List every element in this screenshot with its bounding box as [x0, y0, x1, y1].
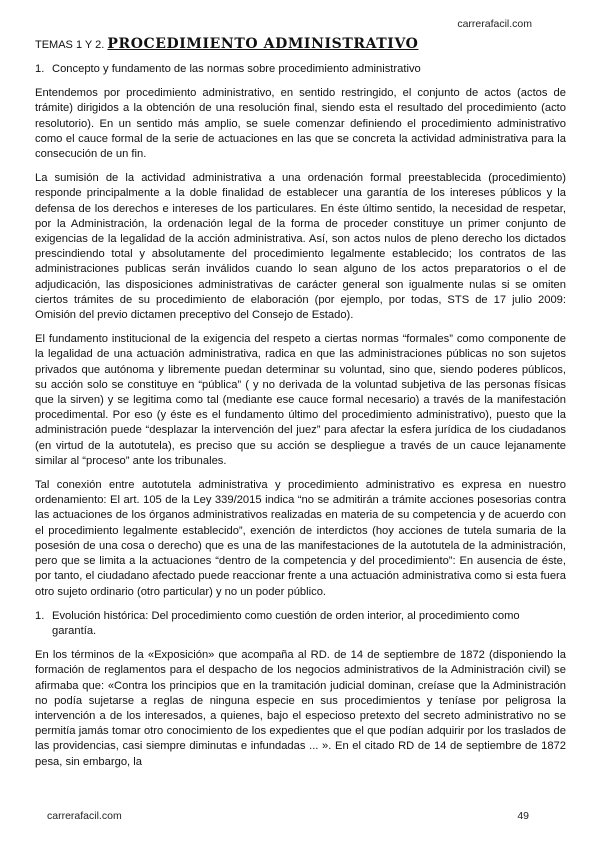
- page-title: PROCEDIMIENTO ADMINISTRATIVO: [107, 36, 419, 52]
- document-title-row: [35, 36, 565, 52]
- paragraph: Entendemos por procedimiento administrativo, en sentido restringido, el conjunto de actos (actos de trámite) dirigidos a la obtención de una resolución final, siendo esta el resultado del procedimiento (acto resolutorio). En un sentido más amplio, se suele comenzar definiendo el procedimiento administrativo como el cauce formal de la serie de actuaciones en las que se concreta la actividad administrativa para la consecución de un fin.: [35, 87, 566, 161]
- paragraph: Tal conexión entre autotutela administrativa y procedimiento administrativo es expresa en nuestro ordenamiento: El art. 105 de la Ley 339/2015 indica “no se admitirán a trámite acciones posesorias contra las actuaciones de los órganos administrativos realizadas en materia de su competencia y de acuerdo con el procedimiento legalmente establecido”, exención de interdictos (hoy acciones de tutela sumaria de la posesión de una cosa o derecho) que es una de las manifestaciones de la autotutela de la administración, pero que se limita a la actuaciones “dentro de la competencia y del procedimiento”: En ausencia de éste, por tanto, el ciudadano afectado puede reaccionar frente a una actuación administrativa como si esta fuera otro sujeto ordinario (otro particular) y no un poder público.: [35, 479, 566, 598]
- paragraph: La sumisión de la actividad administrativa a una ordenación formal preestablecida (procedimiento) responde principalmente a la doble finalidad de establecer una garantía de los intereses públicos y la defensa de los derechos e intereses de los particulares. En éste último sentido, la necesidad de respetar, por la Administración, la ordenación legal de la forma de proceder constituye un primer conjunto de exigencias de la legalidad de la acción administrativa. Así, son actos nulos de pleno derecho los dictados prescindiendo total y absolutamente del procedimiento legalmente establecido; los contratos de las administraciones publicas serán inválidos cuando lo sean alguno de los actos preparatorios o el de adjudicación, las disposiciones administrativas de carácter general son igualmente nulas si se omiten ciertos trámites de su procedimiento de elaboración (por ejemplo, por todas, STS de 17 julio 2009: Omisión del previo dictamen preceptivo del Consejo de Estado).: [35, 172, 566, 322]
- section-heading-text: Concepto y fundamento de las normas sobre procedimiento administrativo: [52, 63, 421, 75]
- footer-site-name: carrerafacil.com: [47, 810, 122, 822]
- section-heading-2: [35, 609, 566, 639]
- section-heading-1: [35, 62, 566, 77]
- section-number: 1.: [35, 63, 45, 75]
- section-heading-text: Evolución histórica: Del procedimiento como cuestión de orden interior, al procedimiento como garantía.: [52, 609, 520, 637]
- section-number: 1.: [35, 609, 45, 622]
- document-body: [35, 62, 566, 779]
- title-prefix: TEMAS 1 Y 2.: [35, 39, 108, 51]
- page-number: 49: [517, 810, 529, 822]
- header-site-name: carrerafacil.com: [457, 18, 532, 30]
- paragraph: El fundamento institucional de la exigencia del respeto a ciertas normas “formales” como componente de la legalidad de una actuación administrativa, radica en que las administraciones públicas no son sujetos privados que autónoma y libremente puedan determinar su voluntad, sino que, siendo poderes públicos, su acción solo se constituye en “pública” ( y no derivada de la voluntad subjetiva de las personas físicas que la sirven) y se legitima como tal (mediante ese cauce formal necesario) a través de la manifestación procedimental. Por eso (y éste es el fundamento último del procedimiento administrativo), puesto que la administración puede “desplazar la intervención del juez” para afectar la esfera jurídica de los ciudadanos (en virtud de la autotutela), es preciso que su acción se despliegue a través de un cauce lejanamente similar al “proceso” ante los tribunales.: [35, 333, 566, 467]
- paragraph: En los términos de la «Exposición» que acompaña al RD. de 14 de septiembre de 1872 (disponiendo la formación de reglamentos para el despacho de los negocios administrativos de la Administración civil) se afirmaba que: «Contra los principios que en la tramitación judicial dominan, creíase que la Administración no podía sujetarse a reglas de ninguna especie en sus procedimientos y teníase por peligrosa la intervención a de los interesados, a quienes, bajo el especioso pretexto del secreto administrativo no se permitía jamás tomar otro conocimiento de los expedientes que el que podían adquirir por los traslados de las providencias, casi siempre diminutas e infundadas ... ». En el citado RD de 14 de septiembre de 1872 pesa, sin embargo, la: [35, 649, 566, 768]
